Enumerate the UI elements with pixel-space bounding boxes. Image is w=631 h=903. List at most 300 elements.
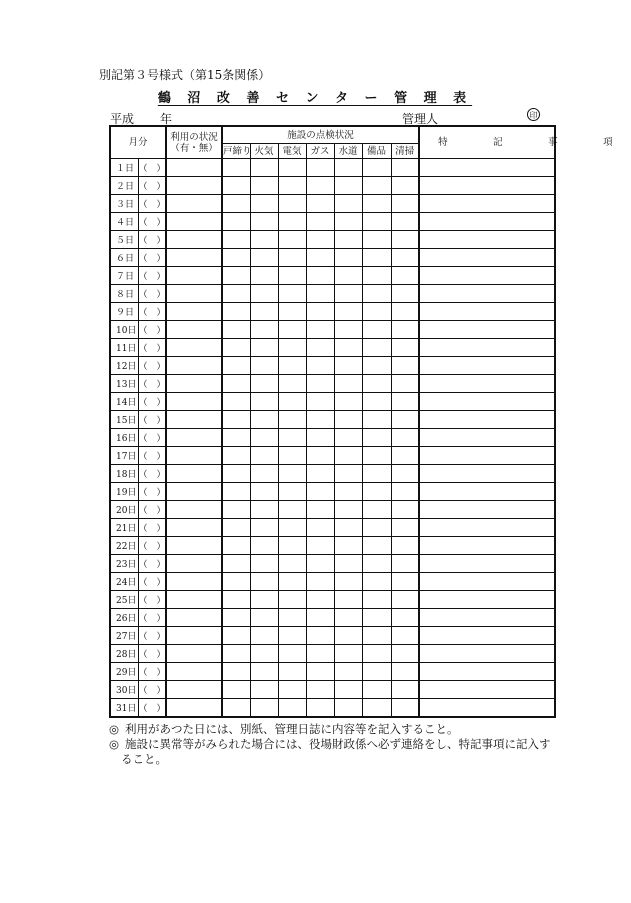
inspection-cell: [362, 483, 391, 501]
notes-cell: [419, 663, 555, 681]
inspection-cell: [306, 303, 334, 321]
footnote-mark: ◎: [109, 722, 120, 736]
table-row: [110, 609, 555, 627]
day-label: 29日: [110, 663, 138, 681]
inspection-cell: [306, 501, 334, 519]
usage-status-cell: [166, 555, 222, 573]
inspection-cell: [250, 501, 278, 519]
inspection-cell: [278, 195, 306, 213]
weekday-paren: （ ）: [138, 573, 166, 591]
usage-status-cell: [166, 483, 222, 501]
inspection-cell: [362, 285, 391, 303]
inspection-cell: [391, 267, 419, 285]
inspection-cell: [278, 249, 306, 267]
inspection-cell: [222, 699, 250, 718]
table-row: [110, 627, 555, 645]
inspection-cell: [334, 483, 362, 501]
usage-status-header-line1: 利用の状況: [170, 131, 218, 143]
day-label: 10日: [110, 321, 138, 339]
day-label: ２日: [110, 177, 138, 195]
inspection-cell: [334, 465, 362, 483]
inspection-cell: [278, 645, 306, 663]
manager-label: 管理人: [402, 112, 439, 126]
inspection-cell: [222, 357, 250, 375]
inspection-cell: [362, 393, 391, 411]
inspection-item-header: 火気: [250, 144, 278, 159]
inspection-cell: [334, 231, 362, 249]
usage-status-cell: [166, 645, 222, 663]
footnote-2-text-line2: ること。: [121, 752, 167, 766]
usage-status-cell: [166, 321, 222, 339]
usage-status-cell: [166, 267, 222, 285]
table-row: [110, 573, 555, 591]
inspection-cell: [306, 591, 334, 609]
inspection-cell: [334, 393, 362, 411]
table-row: [110, 177, 555, 195]
inspection-cell: [306, 537, 334, 555]
inspection-cell: [306, 681, 334, 699]
table-row: [110, 375, 555, 393]
inspection-cell: [222, 321, 250, 339]
inspection-cell: [362, 699, 391, 718]
inspection-cell: [250, 627, 278, 645]
inspection-cell: [250, 699, 278, 718]
usage-status-cell: [166, 303, 222, 321]
day-label: 21日: [110, 519, 138, 537]
inspection-cell: [306, 339, 334, 357]
inspection-cell: [278, 177, 306, 195]
inspection-cell: [278, 573, 306, 591]
inspection-cell: [362, 159, 391, 177]
inspection-cell: [391, 393, 419, 411]
inspection-cell: [278, 231, 306, 249]
inspection-cell: [250, 267, 278, 285]
notes-cell: [419, 285, 555, 303]
inspection-cell: [250, 447, 278, 465]
notes-cell: [419, 195, 555, 213]
inspection-cell: [222, 627, 250, 645]
inspection-cell: [278, 555, 306, 573]
day-label: ５日: [110, 231, 138, 249]
inspection-cell: [222, 375, 250, 393]
inspection-cell: [278, 213, 306, 231]
inspection-cell: [391, 321, 419, 339]
weekday-paren: （ ）: [138, 303, 166, 321]
inspection-cell: [250, 573, 278, 591]
inspection-cell: [306, 285, 334, 303]
inspection-cell: [334, 519, 362, 537]
weekday-paren: （ ）: [138, 321, 166, 339]
inspection-cell: [278, 519, 306, 537]
inspection-item-header: ガス: [306, 144, 334, 159]
notes-cell: [419, 591, 555, 609]
inspection-cell: [391, 195, 419, 213]
weekday-paren: （ ）: [138, 627, 166, 645]
inspection-cell: [362, 627, 391, 645]
weekday-paren: （ ）: [138, 609, 166, 627]
inspection-cell: [278, 591, 306, 609]
usage-status-cell: [166, 231, 222, 249]
inspection-cell: [391, 303, 419, 321]
table-row: [110, 411, 555, 429]
inspection-cell: [334, 159, 362, 177]
inspection-cell: [362, 321, 391, 339]
inspection-cell: [362, 303, 391, 321]
inspection-cell: [250, 663, 278, 681]
usage-status-header-line2: （有・無）: [170, 142, 218, 154]
usage-status-cell: [166, 393, 222, 411]
day-label: 18日: [110, 465, 138, 483]
inspection-cell: [362, 645, 391, 663]
inspection-cell: [250, 555, 278, 573]
notes-cell: [419, 303, 555, 321]
inspection-cell: [278, 393, 306, 411]
weekday-paren: （ ）: [138, 411, 166, 429]
inspection-cell: [391, 357, 419, 375]
inspection-cell: [306, 267, 334, 285]
inspection-cell: [306, 231, 334, 249]
weekday-paren: （ ）: [138, 537, 166, 555]
inspection-cell: [278, 339, 306, 357]
inspection-cell: [362, 249, 391, 267]
inspection-cell: [391, 591, 419, 609]
inspection-cell: [334, 429, 362, 447]
weekday-paren: （ ）: [138, 483, 166, 501]
inspection-cell: [250, 249, 278, 267]
notes-cell: [419, 375, 555, 393]
usage-status-cell: [166, 537, 222, 555]
notes-cell: [419, 645, 555, 663]
usage-status-cell: [166, 627, 222, 645]
weekday-paren: （ ）: [138, 249, 166, 267]
footnote-2: [109, 737, 569, 767]
weekday-paren: （ ）: [138, 213, 166, 231]
inspection-cell: [278, 609, 306, 627]
notes-cell: [419, 681, 555, 699]
inspection-cell: [362, 501, 391, 519]
day-label: 16日: [110, 429, 138, 447]
day-label: ７日: [110, 267, 138, 285]
management-log-table: [109, 125, 631, 718]
usage-status-cell: [166, 213, 222, 231]
inspection-cell: [334, 357, 362, 375]
inspection-cell: [334, 699, 362, 718]
table-row: [110, 321, 555, 339]
inspection-cell: [306, 609, 334, 627]
weekday-paren: （ ）: [138, 447, 166, 465]
inspection-cell: [222, 681, 250, 699]
inspection-cell: [334, 339, 362, 357]
usage-status-cell: [166, 195, 222, 213]
inspection-cell: [306, 573, 334, 591]
inspection-cell: [391, 447, 419, 465]
inspection-cell: [278, 375, 306, 393]
inspection-item-header: 清掃: [391, 144, 419, 159]
inspection-cell: [250, 231, 278, 249]
inspection-cell: [250, 681, 278, 699]
day-label: 14日: [110, 393, 138, 411]
inspection-cell: [250, 609, 278, 627]
inspection-cell: [222, 663, 250, 681]
inspection-cell: [278, 465, 306, 483]
inspection-cell: [306, 429, 334, 447]
inspection-cell: [362, 195, 391, 213]
usage-status-cell: [166, 357, 222, 375]
weekday-paren: （ ）: [138, 339, 166, 357]
inspection-cell: [250, 159, 278, 177]
notes-cell: [419, 231, 555, 249]
weekday-paren: （ ）: [138, 267, 166, 285]
inspection-cell: [278, 681, 306, 699]
inspection-cell: [391, 609, 419, 627]
day-label: 22日: [110, 537, 138, 555]
inspection-cell: [334, 609, 362, 627]
inspection-cell: [391, 663, 419, 681]
inspection-group-header: 施設の点検状況: [222, 126, 419, 144]
notes-cell: [419, 429, 555, 447]
inspection-cell: [334, 663, 362, 681]
notes-cell: [419, 411, 555, 429]
usage-status-cell: [166, 249, 222, 267]
year-label: 年: [160, 112, 173, 126]
inspection-cell: [306, 375, 334, 393]
inspection-cell: [250, 375, 278, 393]
weekday-paren: （ ）: [138, 591, 166, 609]
usage-status-cell: [166, 339, 222, 357]
notes-cell: [419, 447, 555, 465]
table-row: [110, 303, 555, 321]
inspection-cell: [362, 591, 391, 609]
usage-status-cell: [166, 411, 222, 429]
table-row: [110, 429, 555, 447]
inspection-cell: [222, 159, 250, 177]
inspection-cell: [278, 321, 306, 339]
notes-cell: [419, 573, 555, 591]
inspection-cell: [222, 411, 250, 429]
inspection-cell: [250, 393, 278, 411]
inspection-cell: [306, 249, 334, 267]
inspection-cell: [222, 573, 250, 591]
inspection-cell: [362, 609, 391, 627]
day-label: １日: [110, 159, 138, 177]
notes-cell: [419, 159, 555, 177]
inspection-cell: [306, 663, 334, 681]
inspection-cell: [278, 501, 306, 519]
form-title-text: 鶴 沼 改 善 セ ン タ ー 管 理 表: [157, 91, 473, 106]
inspection-cell: [362, 231, 391, 249]
inspection-cell: [250, 591, 278, 609]
weekday-paren: （ ）: [138, 375, 166, 393]
usage-status-cell: [166, 465, 222, 483]
usage-status-cell: [166, 501, 222, 519]
inspection-cell: [391, 519, 419, 537]
inspection-cell: [334, 591, 362, 609]
table-row: [110, 645, 555, 663]
inspection-cell: [334, 645, 362, 663]
notes-cell: [419, 267, 555, 285]
table-row: [110, 699, 555, 718]
inspection-cell: [391, 231, 419, 249]
day-label: 27日: [110, 627, 138, 645]
table-row: [110, 501, 555, 519]
table-row: [110, 393, 555, 411]
inspection-cell: [362, 573, 391, 591]
inspection-cell: [391, 627, 419, 645]
weekday-paren: （ ）: [138, 501, 166, 519]
usage-status-cell: [166, 663, 222, 681]
inspection-cell: [306, 465, 334, 483]
day-label: 28日: [110, 645, 138, 663]
inspection-cell: [391, 285, 419, 303]
weekday-paren: （ ）: [138, 699, 166, 718]
form-reference: 別記第３号様式（第15条関係）: [99, 68, 271, 82]
inspection-cell: [391, 411, 419, 429]
inspection-cell: [222, 555, 250, 573]
inspection-cell: [222, 537, 250, 555]
inspection-cell: [250, 339, 278, 357]
inspection-cell: [278, 663, 306, 681]
day-label: 17日: [110, 447, 138, 465]
inspection-cell: [250, 411, 278, 429]
inspection-cell: [278, 537, 306, 555]
day-label: ８日: [110, 285, 138, 303]
inspection-cell: [334, 177, 362, 195]
inspection-cell: [278, 285, 306, 303]
notes-cell: [419, 501, 555, 519]
log-body: [110, 159, 555, 718]
inspection-cell: [334, 285, 362, 303]
table-row: [110, 465, 555, 483]
inspection-cell: [222, 447, 250, 465]
inspection-cell: [306, 357, 334, 375]
weekday-paren: （ ）: [138, 663, 166, 681]
table-row: [110, 231, 555, 249]
usage-status-cell: [166, 519, 222, 537]
inspection-cell: [222, 609, 250, 627]
weekday-paren: （ ）: [138, 231, 166, 249]
inspection-cell: [362, 375, 391, 393]
inspection-cell: [250, 465, 278, 483]
weekday-paren: （ ）: [138, 681, 166, 699]
day-label: 30日: [110, 681, 138, 699]
usage-status-cell: [166, 609, 222, 627]
table-row: [110, 285, 555, 303]
inspection-cell: [334, 267, 362, 285]
inspection-cell: [222, 213, 250, 231]
day-label: 24日: [110, 573, 138, 591]
notes-cell: [419, 555, 555, 573]
usage-status-cell: [166, 681, 222, 699]
inspection-cell: [306, 177, 334, 195]
inspection-cell: [391, 339, 419, 357]
inspection-cell: [391, 537, 419, 555]
inspection-item-header: 電気: [278, 144, 306, 159]
inspection-cell: [391, 555, 419, 573]
footnote-1: [109, 722, 459, 737]
day-label: ４日: [110, 213, 138, 231]
notes-cell: [419, 537, 555, 555]
inspection-cell: [222, 645, 250, 663]
day-label: 19日: [110, 483, 138, 501]
inspection-cell: [306, 195, 334, 213]
inspection-cell: [391, 159, 419, 177]
inspection-cell: [334, 537, 362, 555]
usage-status-cell: [166, 591, 222, 609]
notes-cell: [419, 213, 555, 231]
notes-cell: [419, 465, 555, 483]
inspection-cell: [362, 663, 391, 681]
table-row: [110, 519, 555, 537]
inspection-cell: [362, 519, 391, 537]
weekday-paren: （ ）: [138, 195, 166, 213]
notes-cell: [419, 519, 555, 537]
notes-cell: [419, 357, 555, 375]
inspection-cell: [334, 447, 362, 465]
weekday-paren: （ ）: [138, 429, 166, 447]
inspection-cell: [222, 465, 250, 483]
inspection-cell: [362, 465, 391, 483]
inspection-cell: [334, 681, 362, 699]
inspection-cell: [278, 699, 306, 718]
inspection-cell: [334, 501, 362, 519]
inspection-cell: [278, 429, 306, 447]
inspection-cell: [391, 681, 419, 699]
inspection-cell: [278, 159, 306, 177]
inspection-cell: [362, 555, 391, 573]
notes-cell: [419, 609, 555, 627]
inspection-cell: [334, 411, 362, 429]
weekday-paren: （ ）: [138, 285, 166, 303]
month-day-header: 月分: [110, 126, 166, 159]
inspection-cell: [334, 555, 362, 573]
usage-status-cell: [166, 375, 222, 393]
inspection-cell: [250, 537, 278, 555]
day-label: 31日: [110, 699, 138, 718]
usage-status-cell: [166, 429, 222, 447]
inspection-cell: [222, 267, 250, 285]
form-title: [0, 87, 630, 106]
notes-cell: [419, 699, 555, 718]
notes-cell: [419, 321, 555, 339]
day-label: 23日: [110, 555, 138, 573]
inspection-cell: [278, 627, 306, 645]
inspection-cell: [306, 519, 334, 537]
table-row: [110, 195, 555, 213]
day-label: 25日: [110, 591, 138, 609]
inspection-cell: [391, 249, 419, 267]
table-row: [110, 537, 555, 555]
table-row: [110, 357, 555, 375]
inspection-cell: [306, 699, 334, 718]
inspection-cell: [362, 537, 391, 555]
inspection-cell: [222, 591, 250, 609]
notes-header: 特 記 事 項: [419, 126, 555, 159]
day-label: ３日: [110, 195, 138, 213]
inspection-cell: [222, 249, 250, 267]
inspection-cell: [362, 177, 391, 195]
inspection-cell: [306, 411, 334, 429]
inspection-cell: [278, 303, 306, 321]
inspection-cell: [250, 303, 278, 321]
inspection-cell: [334, 321, 362, 339]
inspection-cell: [250, 429, 278, 447]
usage-status-cell: [166, 447, 222, 465]
inspection-cell: [391, 573, 419, 591]
inspection-cell: [306, 555, 334, 573]
inspection-cell: [306, 393, 334, 411]
inspection-cell: [222, 177, 250, 195]
inspection-cell: [334, 213, 362, 231]
